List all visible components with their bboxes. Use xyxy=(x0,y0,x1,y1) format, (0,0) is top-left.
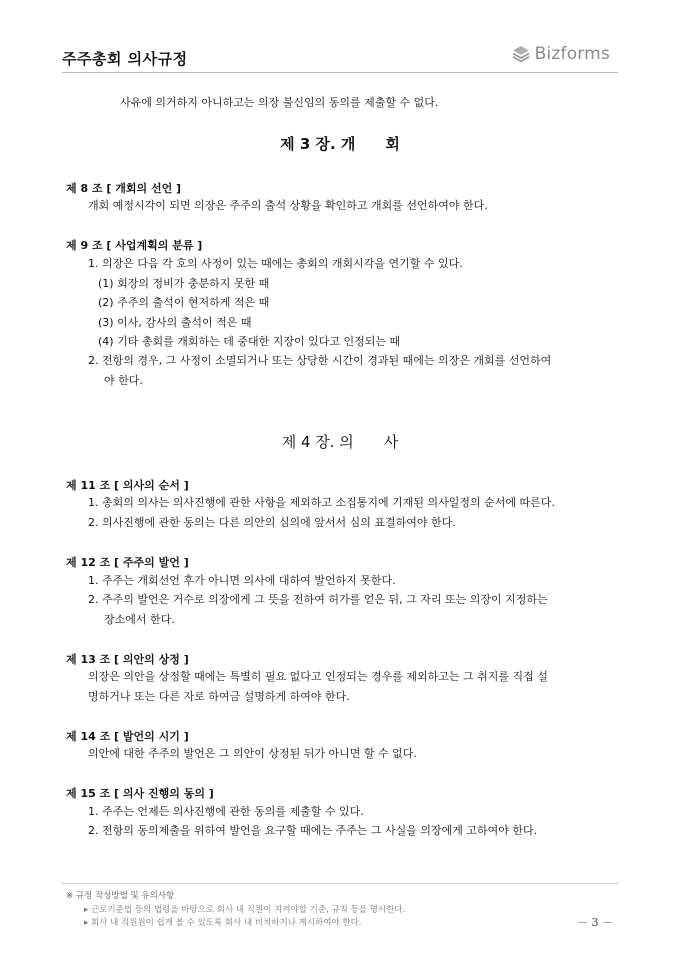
article-15-heading: 제 15 조 [ 의사 진행의 동의 ] xyxy=(66,787,214,800)
page-header xyxy=(62,44,618,73)
footer-divider xyxy=(62,883,618,884)
stacked-layers-icon xyxy=(511,44,531,64)
article-15-item-1: 1. 주주는 언제든 의사진행에 관한 동의를 제출할 수 있다. xyxy=(88,805,364,818)
logo-text: Bizforms xyxy=(534,44,610,64)
page-number: － 3 － xyxy=(577,916,613,929)
article-9-sub-2: (2) 주주의 출석이 현저하게 적은 때 xyxy=(98,296,270,309)
article-12-item-2-cont: 장소에서 한다. xyxy=(104,613,175,626)
chapter-3-title: 제 3 장. 개 회 xyxy=(280,135,400,153)
footer-heading: ※ 규정 작성방법 및 유의사항 xyxy=(66,891,175,901)
article-12-item-2: 2. 주주의 발언은 거수로 의장에게 그 뜻을 전하여 허가를 얻은 뒤, 그 자리 또는 의장이 지정하는 xyxy=(88,593,548,606)
article-12-heading: 제 12 조 [ 주주의 발언 ] xyxy=(66,556,189,569)
article-9-sub-1: (1) 회장의 정비가 충분하지 못한 때 xyxy=(98,277,270,290)
article-9-sub-3: (3) 이사, 감사의 출석이 적은 때 xyxy=(98,316,252,329)
article-15-item-2: 2. 전항의 동의제출을 위하여 발언을 요구할 때에는 주주는 그 사실을 의장에게 고하여야 한다. xyxy=(88,824,538,837)
footer-note-2: ▸ 회사 내 직원원이 쉽게 볼 수 있도록 회사 내 비치하거나 게시하여야 한다. xyxy=(84,918,362,928)
article-9-heading: 제 9 조 [ 사업계획의 분류 ] xyxy=(66,239,203,252)
footer-note-1: ▸ 근로기준법 등의 법령을 바탕으로 회사 내 직원이 지켜야할 기준, 규칙 등을 명시한다. xyxy=(84,905,406,915)
article-11-item-2: 2. 의사진행에 관한 동의는 다른 의안의 심의에 앞서서 심의 표결하여야 한다. xyxy=(88,516,456,529)
continuation-text: 사유에 의거하지 아니하고는 의장 불신임의 동의를 제출할 수 없다. xyxy=(120,96,439,109)
article-13-body-cont: 명하거나 또는 다른 자로 하여금 설명하게 하여야 한다. xyxy=(88,690,350,703)
article-9-sub-4: (4) 기타 총회를 개회하는 데 중대한 지장이 있다고 인정되는 때 xyxy=(98,335,401,348)
bizforms-logo xyxy=(511,44,610,64)
article-14-heading: 제 14 조 [ 발언의 시기 ] xyxy=(66,730,189,743)
article-12-item-1: 1. 주주는 개회선언 후가 아니면 의사에 대하여 발언하지 못한다. xyxy=(88,574,396,587)
article-11-heading: 제 11 조 [ 의사의 순서 ] xyxy=(66,479,189,492)
article-9-item-1: 1. 의장은 다음 각 호의 사정이 있는 때에는 총회의 개회시각을 연기할 수 있다. xyxy=(88,257,463,270)
chapter-4-title: 제 4 장. 의 사 xyxy=(281,433,399,451)
article-8-heading: 제 8 조 [ 개회의 선언 ] xyxy=(66,182,182,195)
article-13-body: 의장은 의안을 상정할 때에는 특별히 필요 없다고 인정되는 경우를 제외하고는 그 취지를 직접 설 xyxy=(88,670,548,683)
article-9-item-2: 2. 전항의 경우, 그 사정이 소멸되거나 또는 상당한 시간이 경과된 때에는 의장은 개회를 선언하여 xyxy=(88,354,552,367)
article-9-item-2-cont: 야 한다. xyxy=(104,374,143,387)
article-11-item-1: 1. 총회의 의사는 의사진행에 관한 사항을 제외하고 소집통지에 기재된 의사일정의 순서에 따른다. xyxy=(88,496,555,509)
article-8-body: 개회 예정시각이 되면 의장은 주주의 출석 상황을 확인하고 개회를 선언하여야 한다. xyxy=(88,199,488,212)
article-13-heading: 제 13 조 [ 의안의 상정 ] xyxy=(66,653,189,666)
document-title: 주주총회 의사규정 xyxy=(62,50,188,68)
article-14-body: 의안에 대한 주주의 발언은 그 의안이 상정된 뒤가 아니면 할 수 없다. xyxy=(88,747,417,760)
